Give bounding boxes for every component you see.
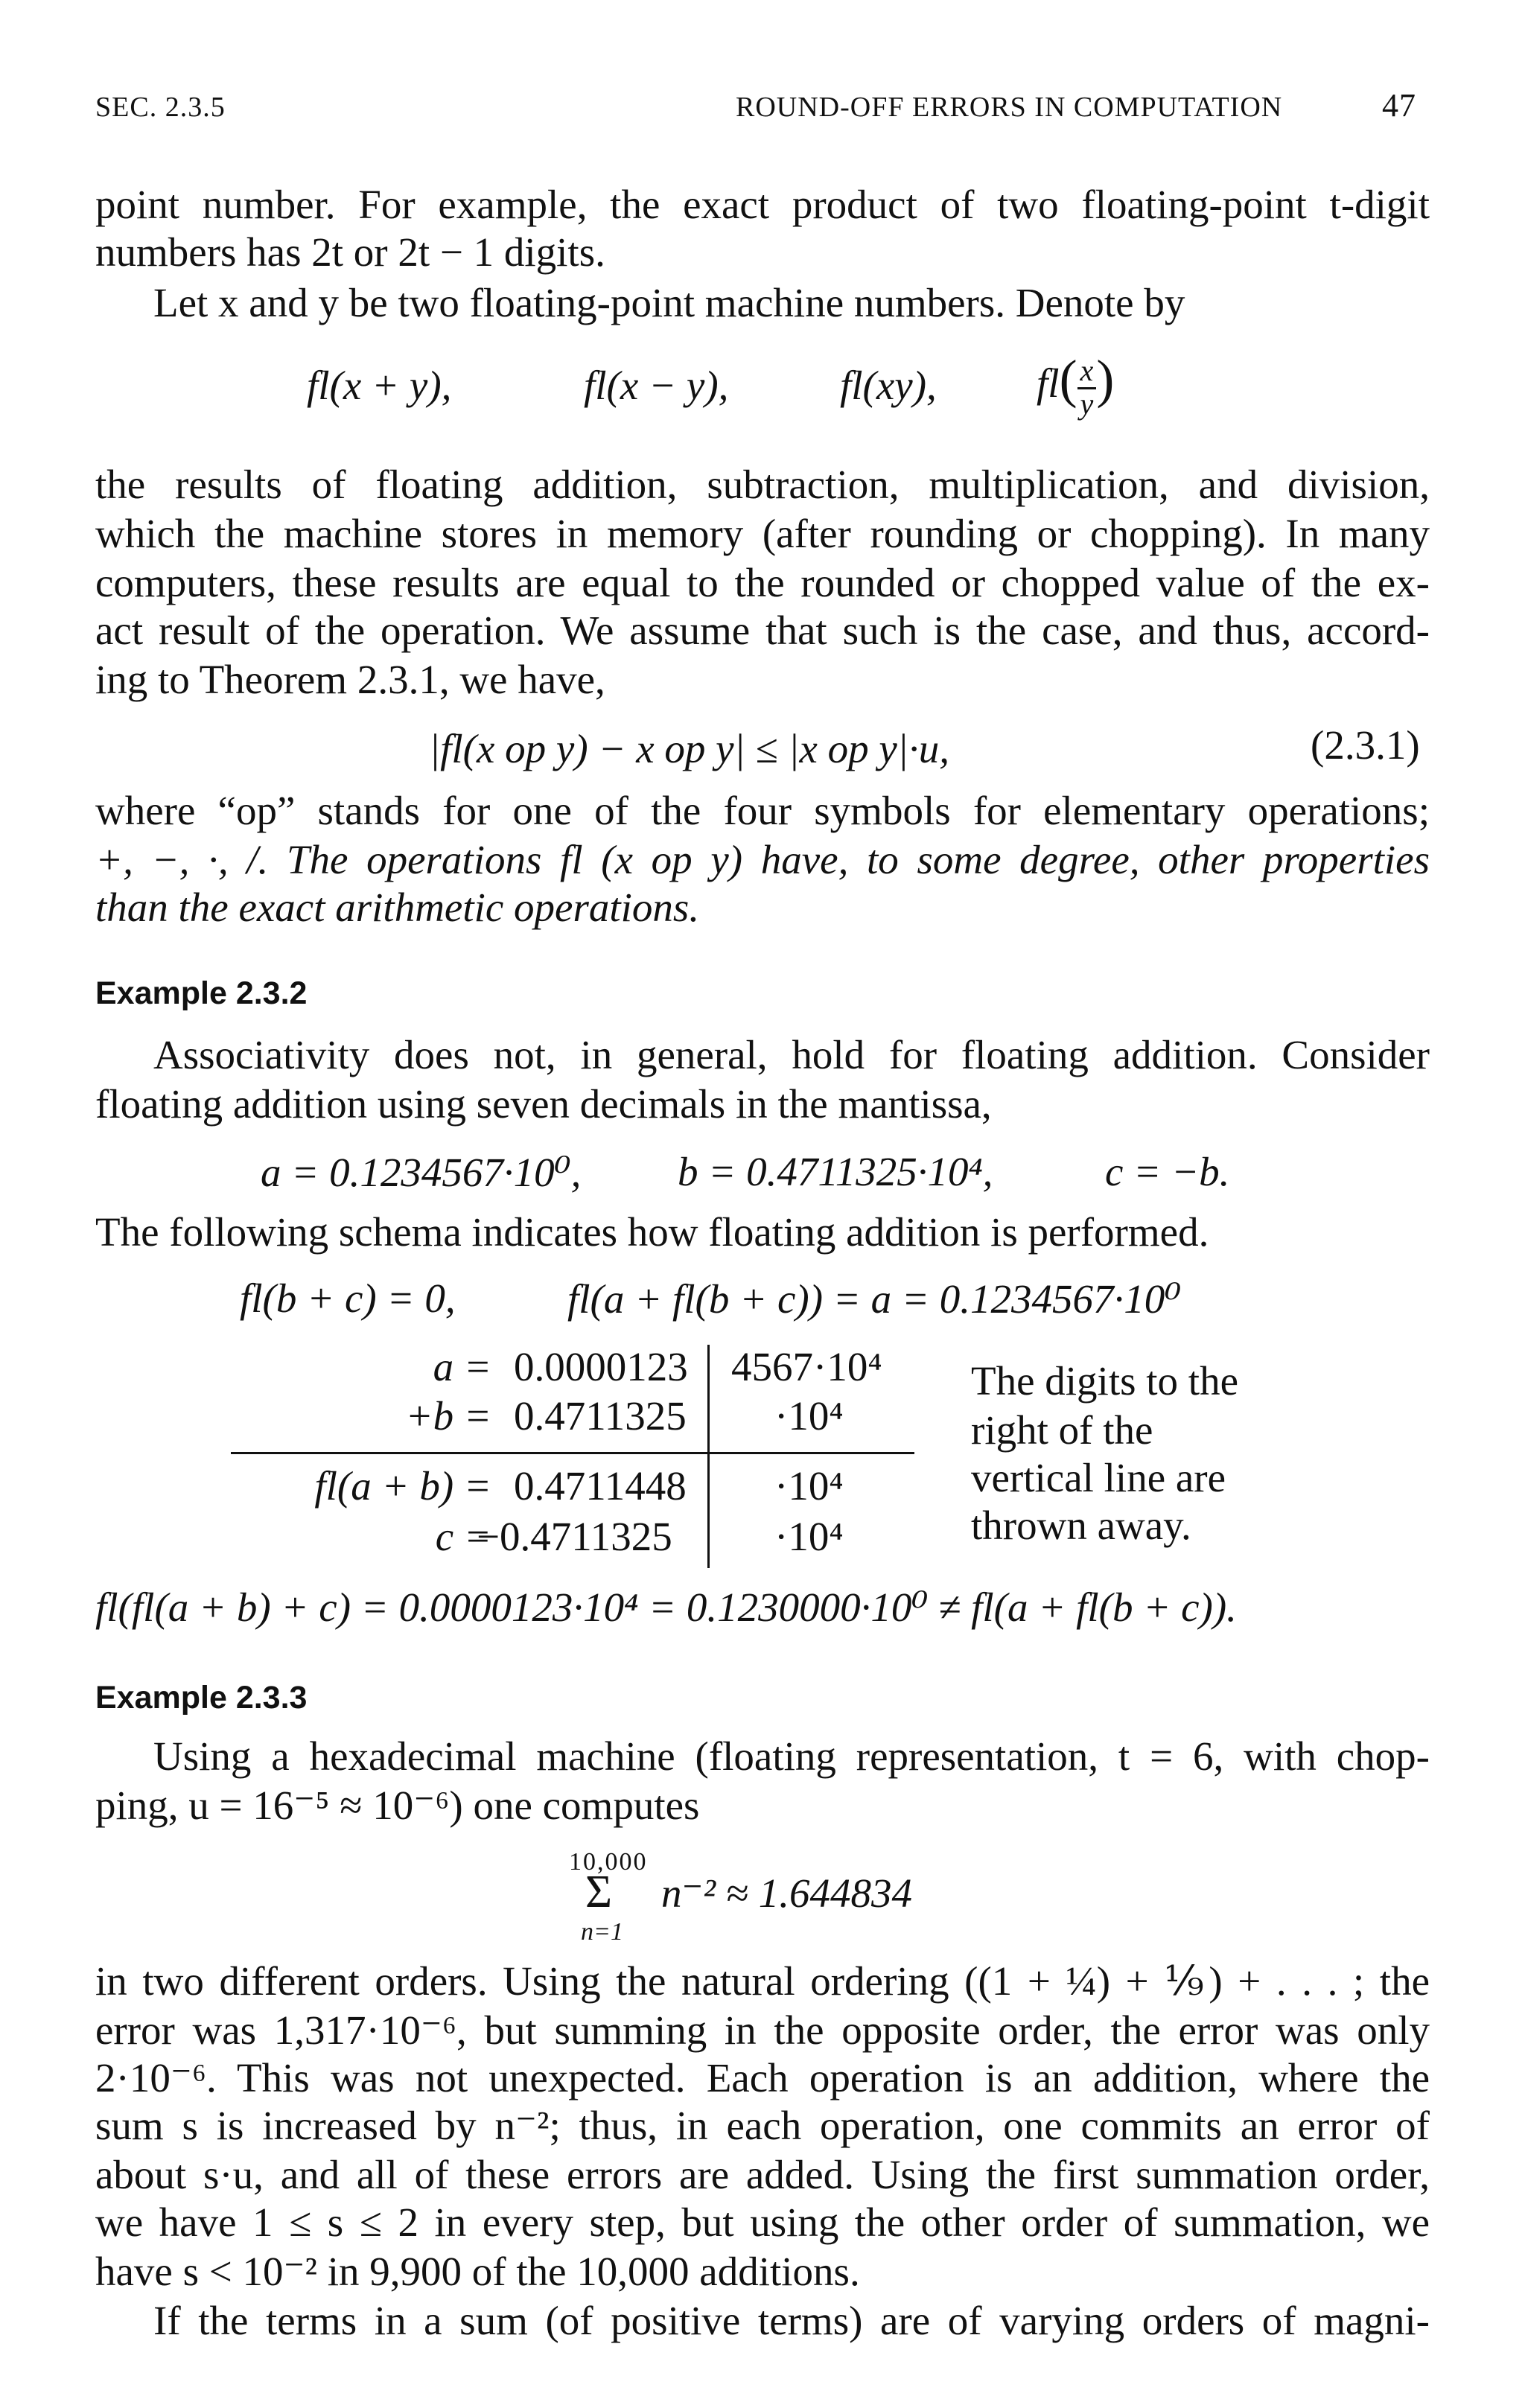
text-line: numbers has 2t or 2t − 1 digits. xyxy=(95,229,605,275)
text-line: point number. For example, the exact product of two floating-point t-digit xyxy=(95,182,1430,227)
table-note: thrown away. xyxy=(971,1503,1191,1548)
text-line: than the exact arithmetic operations. xyxy=(95,885,700,930)
sigma-symbol: Σ xyxy=(585,1867,613,1917)
text-line: 2·10⁻⁶. This was not unexpected. Each operation is an addition, where the xyxy=(95,2055,1430,2100)
equation-label: (2.3.1) xyxy=(1311,722,1420,768)
row-thrown: ·10⁴ xyxy=(774,1393,844,1439)
text-line: the results of floating addition, subtraction, multiplication, and division, xyxy=(95,462,1430,507)
text-line: Using a hexadecimal machine (floating representation, t = 6, with chop- xyxy=(153,1733,1430,1779)
schema-fl-a-flbc: fl(a + fl(b + c)) = a = 0.1234567·10⁰ xyxy=(567,1276,1182,1322)
text-line: ping, u = 16⁻⁵ ≈ 10⁻⁶) one computes xyxy=(95,1783,700,1828)
definition-b: b = 0.4711325·10⁴, xyxy=(678,1149,993,1194)
sum-expression: n⁻² ≈ 1.644834 xyxy=(661,1870,912,1916)
display-fl-div: fl( $\frac{x}{y}$ ) xyxy=(1037,349,1115,421)
fl-prefix: fl xyxy=(1037,360,1060,406)
text-line: Let x and y be two floating-point machine numbers. Denote by xyxy=(153,280,1185,325)
table-note: right of the xyxy=(971,1407,1153,1453)
display-fl-add: fl(x + y), xyxy=(307,363,452,408)
text-line: we have 1 ≤ s ≤ 2 in every step, but using the other order of summation, we xyxy=(95,2200,1430,2245)
result-equation: fl(fl(a + b) + c) = 0.0000123·10⁴ = 0.1230000·10⁰ ≠ fl(a + fl(b + c)). xyxy=(95,1584,1237,1630)
sum-upper-limit: 10,000 xyxy=(569,1848,648,1876)
definition-c: c = −b. xyxy=(1105,1149,1230,1194)
row-thrown: ·10⁴ xyxy=(774,1514,844,1559)
definition-a: a = 0.1234567·10⁰, xyxy=(261,1150,582,1195)
text-line: act result of the operation. We assume that such is the case, and thus, accord- xyxy=(95,608,1430,653)
row-label: c = xyxy=(435,1514,491,1559)
display-fl-sub: fl(x − y), xyxy=(584,363,729,408)
text-line: Associativity does not, in general, hold for floating addition. Consider xyxy=(153,1032,1430,1077)
table-vertical-rule xyxy=(707,1345,710,1568)
text-line: floating addition using seven decimals in the mantissa, xyxy=(95,1081,992,1127)
text-line: +, −, ·, /. The operations fl (x op y) have, to some degree, other properties xyxy=(95,837,1430,882)
table-note: vertical line are xyxy=(971,1455,1226,1500)
row-label: fl(a + b) = xyxy=(314,1463,491,1509)
running-title: ROUND-OFF ERRORS IN COMPUTATION xyxy=(736,92,1283,123)
row-thrown: ·10⁴ xyxy=(774,1463,844,1509)
text-line: ing to Theorem 2.3.1, we have, xyxy=(95,657,605,702)
text-line: If the terms in a sum (of positive terms) are of varying orders of magni- xyxy=(153,2298,1430,2343)
text-line: where “op” stands for one of the four symbols for elementary operations; xyxy=(95,788,1430,833)
text-line: error was 1,317·10⁻⁶, but summing in the opposite order, the error was only xyxy=(95,2007,1430,2053)
text-line: in two different orders. Using the natural ordering ((1 + ¼) + ⅑) + . . . ; the xyxy=(95,1958,1430,2004)
sum-lower-limit: n=1 xyxy=(581,1918,623,1946)
row-label: a = xyxy=(433,1344,491,1389)
text-line: about s·u, and all of these errors are added. Using the first summation order, xyxy=(95,2152,1430,2197)
schema-fl-bc: fl(b + c) = 0, xyxy=(240,1275,456,1321)
page-number: 47 xyxy=(1382,87,1416,124)
text-line: computers, these results are equal to the rounded or chopped value of the ex- xyxy=(95,560,1430,605)
row-kept: −0.4711325 xyxy=(477,1514,672,1559)
text-line: which the machine stores in memory (after rounding or chopping). In many xyxy=(95,511,1430,556)
row-label: +b = xyxy=(405,1393,491,1439)
section-number: SEC. 2.3.5 xyxy=(95,92,226,123)
equation-2-3-1: |fl(x op y) − x op y| ≤ |x op y|·u, xyxy=(429,726,949,771)
table-horizontal-rule xyxy=(231,1452,914,1454)
example-heading: Example 2.3.3 xyxy=(95,1680,308,1716)
fraction-numerator: x xyxy=(1077,356,1097,389)
row-thrown: 4567·10⁴ xyxy=(731,1344,882,1389)
table-note: The digits to the xyxy=(971,1358,1238,1404)
text-line: The following schema indicates how floating addition is performed. xyxy=(95,1209,1209,1255)
display-fl-mul: fl(xy), xyxy=(840,363,937,408)
example-heading: Example 2.3.2 xyxy=(95,975,308,1011)
row-kept: 0.4711325 xyxy=(514,1393,687,1439)
row-kept: 0.0000123 xyxy=(514,1344,688,1389)
row-kept: 0.4711448 xyxy=(514,1463,687,1509)
fraction-denominator: y xyxy=(1080,386,1094,421)
text-line: have s < 10⁻² in 9,900 of the 10,000 additions. xyxy=(95,2249,860,2294)
text-line: sum s is increased by n⁻²; thus, in each operation, one commits an error of xyxy=(95,2103,1430,2148)
